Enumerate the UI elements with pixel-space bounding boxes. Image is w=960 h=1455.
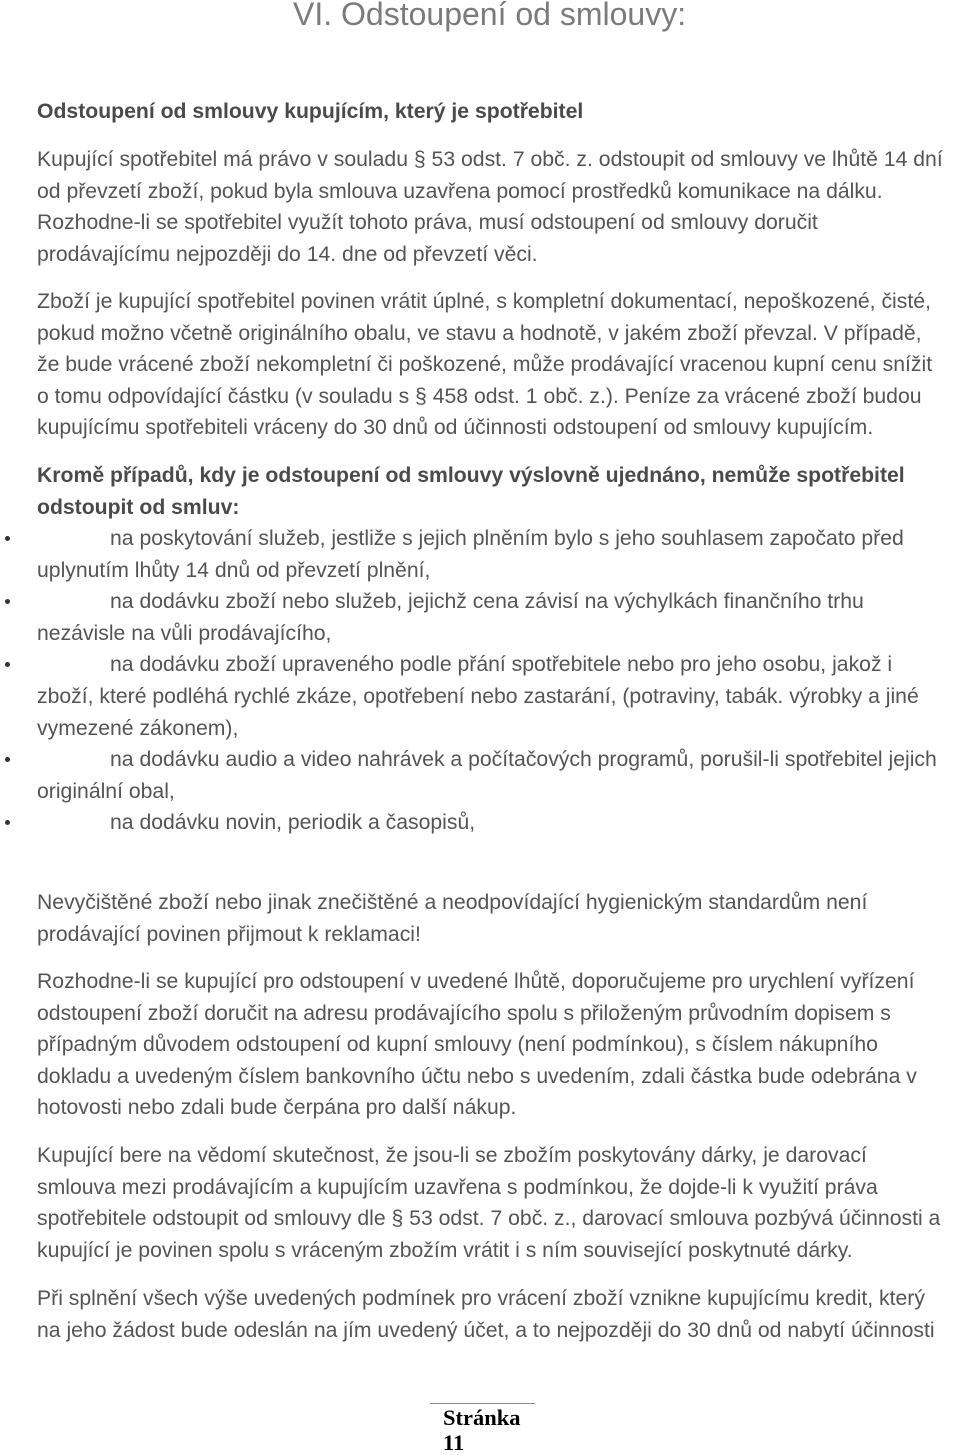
text-line: spotřebitele odstoupit od smlouvy dle § 53 odst. 7 obč. z., darovací smlouva pozbývá účinnosti a bbox=[37, 1207, 941, 1231]
text-line: kupující je povinen spolu s vráceným zbožím vrátit i s ním související poskytnuté dárky. bbox=[37, 1238, 853, 1262]
text-line: Kupující bere na vědomí skutečnost, že jsou-li se zbožím poskytovány dárky, je darovací bbox=[37, 1144, 867, 1167]
text-line: prodávajícímu nejpozději do 14. dne od převzetí věci. bbox=[37, 242, 538, 266]
heading-line: odstoupit od smluv: bbox=[37, 495, 240, 519]
text-line: na dodávku zboží nebo služeb, jejichž cena závisí na výchylkách finančního trhu bbox=[110, 590, 864, 614]
paragraph-return-procedure bbox=[37, 966, 917, 1124]
text-line: kupujícímu spotřebiteli vráceny do 30 dnů od účinnosti odstoupení od smlouvy kupujícím. bbox=[37, 416, 874, 440]
bullet-icon bbox=[5, 757, 10, 762]
text-line: originální obal, bbox=[37, 779, 175, 803]
text-line: zboží, které podléhá rychlé zkáze, opotřebení nebo zastarání, (potraviny, tabák. výrobky a jiné bbox=[37, 684, 919, 708]
text-line: Při splnění všech výše uvedených podmínek pro vrácení zboží vznikne kupujícímu kredit, který bbox=[37, 1287, 925, 1310]
text-line: o tomu odpovídající částku (v souladu s § 458 odst. 1 obč. z.). Peníze za vrácené zboží budou bbox=[37, 384, 922, 408]
paragraph-return-conditions bbox=[37, 286, 932, 444]
text-line: na dodávku novin, periodik a časopisů, bbox=[110, 811, 476, 835]
paragraph-gifts-note bbox=[37, 1140, 940, 1266]
text-line: prodávající povinen přijmout k reklamaci! bbox=[37, 922, 421, 946]
text-line: že bude vrácené zboží nekompletní či poškozené, může prodávající vracenou kupní cenu snížit bbox=[37, 353, 933, 377]
list-item bbox=[0, 807, 960, 839]
list-item bbox=[0, 649, 960, 744]
text-line: Nevyčištěné zboží nebo jinak znečištěné a neodpovídající hygienickým standardům není bbox=[37, 891, 868, 914]
text-line: smlouva mezi prodávajícím a kupujícím uzavřena s podmínkou, že dojde-li k využití práva bbox=[37, 1175, 878, 1199]
subsection-heading bbox=[37, 96, 583, 128]
text-line: na dodávku audio a video nahrávek a počítačových programů, porušil-li spotřebitel jejich bbox=[110, 748, 937, 772]
paragraph-withdrawal-right bbox=[37, 144, 943, 270]
exceptions-list bbox=[0, 523, 960, 839]
page-footer bbox=[443, 1405, 521, 1455]
bullet-icon bbox=[5, 662, 10, 667]
text-line: případným důvodem odstoupení od kupní smlouvy (není podmínkou), s číslem nákupního bbox=[37, 1033, 878, 1057]
paragraph-credit-note bbox=[37, 1283, 935, 1346]
text-line: uplynutím lhůty 14 dnů od převzetí plnění, bbox=[37, 558, 431, 582]
text-line: nezávisle na vůli prodávajícího, bbox=[37, 621, 332, 645]
list-item bbox=[0, 744, 960, 807]
exceptions-heading bbox=[37, 460, 905, 523]
section-title: VI. Odstoupení od smlouvy: bbox=[293, 0, 687, 32]
page-number: 11 bbox=[443, 1430, 465, 1455]
text-line: na poskytování služeb, jestliže s jejich plněním bylo s jeho souhlasem započato před bbox=[110, 527, 904, 550]
text-line: pokud možno včetně originálního obalu, ve stavu a hodnotě, v jakém zboží převzal. V případě, bbox=[37, 321, 922, 345]
bullet-icon bbox=[5, 536, 10, 541]
paragraph-hygiene-note bbox=[37, 887, 867, 950]
text-line: Zboží je kupující spotřebitel povinen vrátit úplné, s kompletní dokumentací, nepoškozené, čisté, bbox=[37, 290, 931, 313]
footer-rule bbox=[430, 1403, 535, 1404]
text-line: od převzetí zboží, pokud byla smlouva uzavřena pomocí prostředků komunikace na dálku. bbox=[37, 179, 883, 203]
subheading-text: Odstoupení od smlouvy kupujícím, který je spotřebitel bbox=[37, 100, 584, 123]
bullet-icon bbox=[5, 599, 10, 604]
page-label: Stránka bbox=[443, 1405, 521, 1430]
text-line: na dodávku zboží upraveného podle přání spotřebitele nebo pro jeho osobu, jakož i bbox=[110, 653, 893, 677]
text-line: hotovosti nebo zdali bude čerpána pro další nákup. bbox=[37, 1096, 517, 1120]
list-item bbox=[0, 523, 960, 586]
text-line: vymezené zákonem), bbox=[37, 716, 239, 740]
text-line: Rozhodne-li se spotřebitel využít tohoto práva, musí odstoupení od smlouvy doručit bbox=[37, 211, 818, 235]
heading-line: Kromě případů, kdy je odstoupení od smlouvy výslovně ujednáno, nemůže spotřebitel bbox=[37, 464, 905, 487]
text-line: dokladu a uvedeným číslem bankovního účtu nebo s uvedením, zdali částka bude odebrána v bbox=[37, 1064, 917, 1088]
text-line: na jeho žádost bude odeslán na jím uvedený účet, a to nejpozději do 30 dnů od nabytí účinnosti bbox=[37, 1318, 935, 1342]
text-line: Rozhodne-li se kupující pro odstoupení v uvedené lhůtě, doporučujeme pro urychlení vyřízení bbox=[37, 970, 915, 993]
bullet-icon bbox=[5, 820, 10, 825]
list-item bbox=[0, 586, 960, 649]
text-line: Kupující spotřebitel má právo v souladu § 53 odst. 7 obč. z. odstoupit od smlouvy ve lhůtě 14 dní bbox=[37, 148, 943, 171]
text-line: odstoupení zboží doručit na adresu prodávajícího spolu s přiloženým průvodním dopisem s bbox=[37, 1001, 891, 1025]
